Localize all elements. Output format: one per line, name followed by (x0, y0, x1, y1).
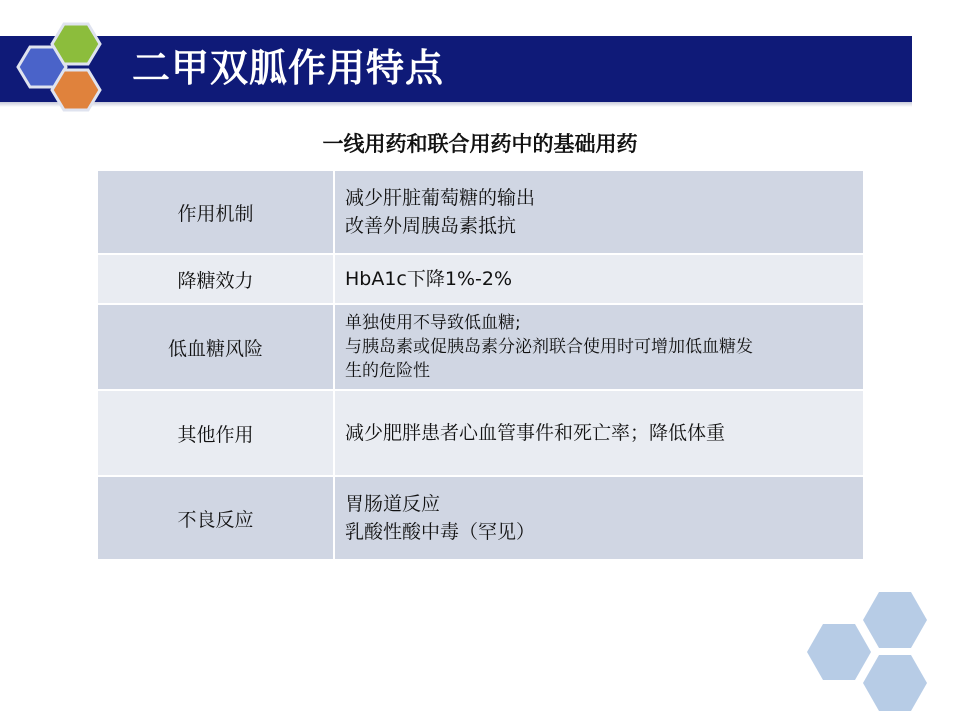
value-line: 乳酸性酸中毒（罕见） (345, 521, 536, 543)
row-value (334, 476, 864, 560)
value-line: 胃肠道反应 (345, 493, 441, 515)
orange-hexagon (52, 70, 100, 110)
row-value (334, 254, 864, 304)
row-label: 降糖效力 (97, 254, 334, 304)
value-line: 减少肝脏葡萄糖的输出 (345, 187, 536, 209)
value-line: HbA1c下降1%-2% (345, 268, 513, 290)
light-hexagon (863, 655, 927, 711)
table-row (97, 390, 864, 476)
row-value (334, 390, 864, 476)
slide-title: 二甲双胍作用特点 (132, 46, 445, 90)
green-hexagon (52, 24, 100, 64)
value-line: 与胰岛素或促胰岛素分泌剂联合使用时可增加低血糖发 (345, 337, 753, 357)
row-label: 低血糖风险 (97, 304, 334, 390)
table-row (97, 304, 864, 390)
value-line: 减少肥胖患者心血管事件和死亡率；降低体重 (345, 422, 726, 444)
row-label: 其他作用 (97, 390, 334, 476)
light-hexagon (863, 592, 927, 648)
slide-subtitle: 一线用药和联合用药中的基础用药 (322, 132, 638, 156)
decorative-hexagons-icon (805, 588, 935, 713)
title-bar-shadow (0, 102, 912, 107)
row-value (334, 170, 864, 254)
table-row (97, 254, 864, 304)
row-value (334, 304, 864, 390)
row-label: 不良反应 (97, 476, 334, 560)
row-label: 作用机制 (97, 170, 334, 254)
light-hexagon (807, 624, 871, 680)
table-row (97, 476, 864, 560)
value-line: 生的危险性 (345, 361, 430, 381)
value-line: 改善外周胰岛素抵抗 (345, 215, 517, 237)
value-line: 单独使用不导致低血糖; (345, 313, 521, 333)
features-table (96, 169, 865, 561)
hexagon-logo-icon (10, 20, 120, 120)
table-row (97, 170, 864, 254)
